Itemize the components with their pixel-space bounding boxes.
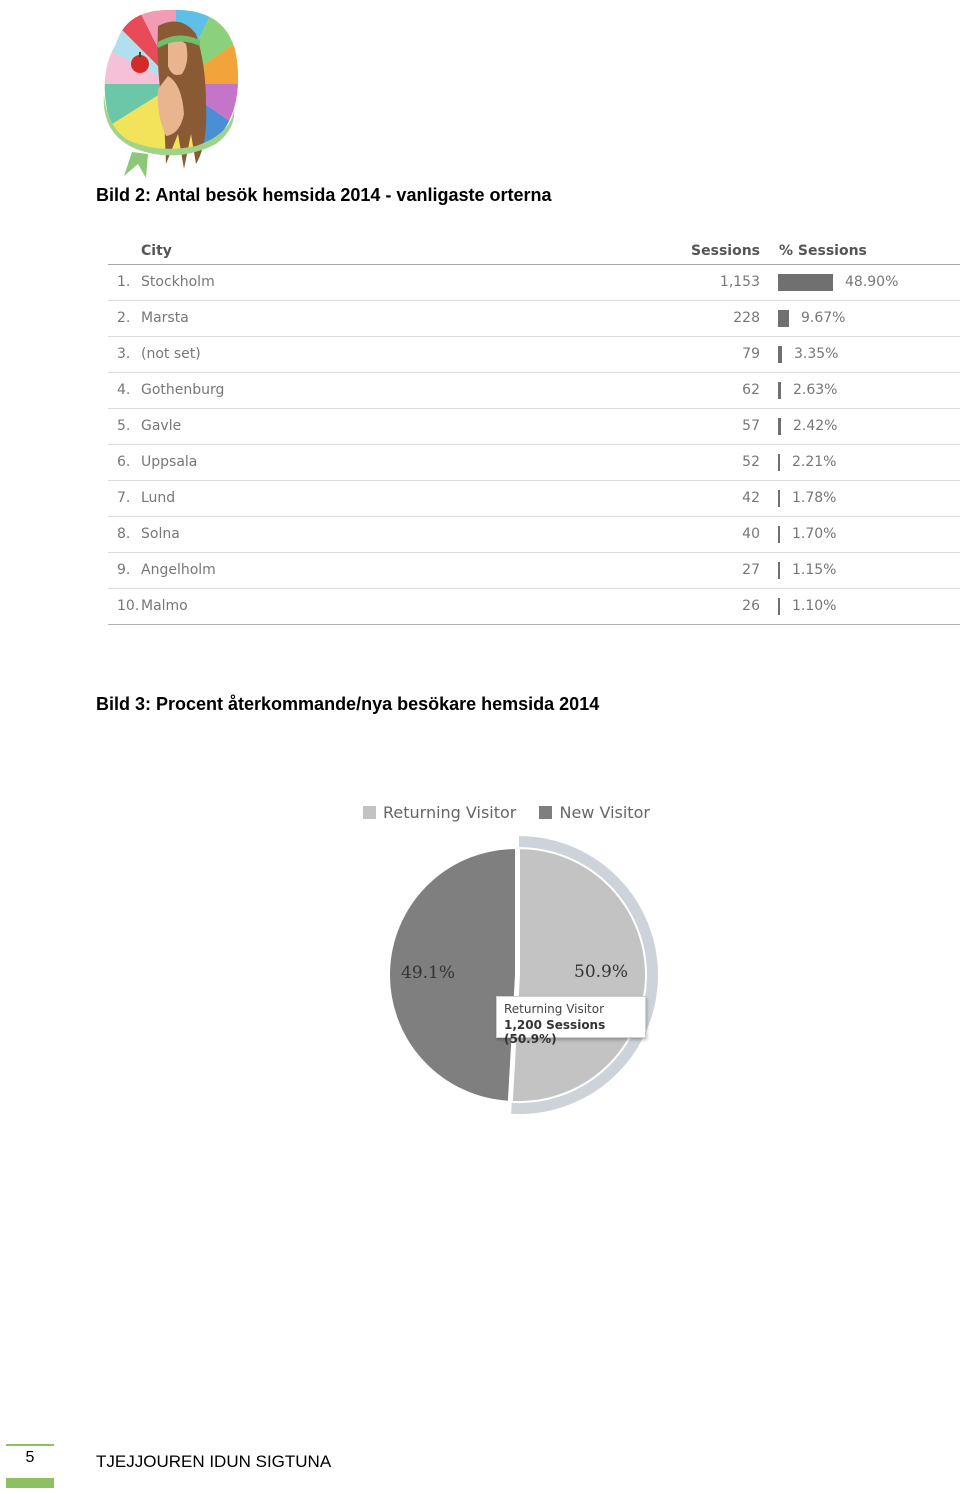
row-index: 6.: [117, 454, 131, 470]
row-city: Malmo: [141, 598, 188, 614]
row-sessions: 40: [742, 526, 760, 542]
footer-accent-bar: [6, 1478, 54, 1488]
row-pct-bar: [778, 598, 780, 615]
table-heading: Bild 2: Antal besök hemsida 2014 - vanligaste orterna: [96, 185, 552, 205]
tooltip-series: Returning Visitor: [504, 1002, 605, 1016]
row-sessions: 228: [733, 310, 760, 326]
page-number-text: 5: [25, 1449, 35, 1466]
row-city: Gothenburg: [141, 382, 225, 398]
row-pct-sessions: 1.15%: [792, 562, 837, 578]
row-sessions: 1,153: [719, 274, 760, 290]
header-city[interactable]: City: [141, 243, 172, 259]
row-index: 3.: [117, 346, 131, 362]
row-pct-bar: [778, 274, 833, 291]
row-pct-sessions: 2.42%: [793, 418, 838, 434]
row-sessions: 26: [742, 598, 760, 614]
row-pct-bar: [778, 562, 780, 579]
row-city: Solna: [141, 526, 180, 542]
row-pct-sessions: 3.35%: [794, 346, 839, 362]
table-row[interactable]: [108, 265, 960, 301]
row-pct-bar: [778, 490, 780, 507]
row-index: 7.: [117, 490, 131, 506]
table-row[interactable]: [108, 409, 960, 445]
row-pct-sessions: 9.67%: [801, 310, 846, 326]
legend-item-returning[interactable]: [363, 803, 516, 822]
header-pct-sessions[interactable]: % Sessions: [779, 243, 867, 259]
row-sessions: 27: [742, 562, 760, 578]
chart-tooltip: [496, 996, 646, 1046]
row-sessions: 52: [742, 454, 760, 470]
chart-heading: Bild 3: Procent återkommande/nya besökare hemsida 2014: [96, 694, 600, 714]
row-pct-sessions: 48.90%: [845, 274, 899, 290]
organization-logo: [96, 4, 248, 180]
row-index: 4.: [117, 382, 131, 398]
table-row[interactable]: [108, 337, 960, 373]
row-index: 1.: [117, 274, 131, 290]
row-index: 10.: [117, 598, 140, 614]
table-header-row: [108, 238, 960, 265]
row-city: Marsta: [141, 310, 189, 326]
row-city: Gavle: [141, 418, 182, 434]
row-sessions: 57: [742, 418, 760, 434]
row-pct-sessions: 2.21%: [792, 454, 837, 470]
table-row[interactable]: [108, 481, 960, 517]
row-city: Uppsala: [141, 454, 198, 470]
row-index: 9.: [117, 562, 131, 578]
header-sessions[interactable]: Sessions: [691, 243, 760, 259]
legend-swatch: [363, 806, 376, 819]
row-pct-bar: [778, 346, 782, 363]
row-pct-bar: [778, 526, 780, 543]
row-city: Lund: [141, 490, 176, 506]
row-sessions: 42: [742, 490, 760, 506]
row-index: 5.: [117, 418, 131, 434]
chart-legend: [363, 803, 668, 827]
table-row[interactable]: [108, 301, 960, 337]
row-pct-bar: [778, 310, 789, 327]
row-pct-bar: [778, 418, 781, 435]
city-sessions-table: [108, 238, 960, 625]
footer-organization: TJEJJOUREN IDUN SIGTUNA: [96, 1452, 332, 1471]
legend-item-new[interactable]: [539, 803, 649, 822]
row-index: 8.: [117, 526, 131, 542]
slice-label-returning: 50.9%: [574, 962, 629, 982]
table-row[interactable]: [108, 553, 960, 589]
row-city: (not set): [141, 346, 201, 362]
legend-label: New Visitor: [559, 803, 650, 822]
row-pct-bar: [778, 454, 780, 471]
visitor-pie-chart: [350, 795, 670, 1125]
table-row[interactable]: [108, 373, 960, 409]
legend-label: Returning Visitor: [383, 803, 517, 822]
row-pct-sessions: 1.10%: [792, 598, 837, 614]
row-city: Stockholm: [141, 274, 215, 290]
row-city: Angelholm: [141, 562, 216, 578]
table-row[interactable]: [108, 445, 960, 481]
slice-label-new: 49.1%: [401, 963, 456, 983]
legend-swatch: [539, 806, 552, 819]
table-row[interactable]: [108, 589, 960, 625]
row-sessions: 62: [742, 382, 760, 398]
pie-svg: [350, 835, 670, 1125]
row-pct-sessions: 2.63%: [793, 382, 838, 398]
row-index: 2.: [117, 310, 131, 326]
row-pct-sessions: 1.70%: [792, 526, 837, 542]
row-pct-bar: [778, 382, 781, 399]
tooltip-value: 1,200 Sessions (50.9%): [504, 1018, 606, 1046]
row-sessions: 79: [742, 346, 760, 362]
row-pct-sessions: 1.78%: [792, 490, 837, 506]
table-row[interactable]: [108, 517, 960, 553]
